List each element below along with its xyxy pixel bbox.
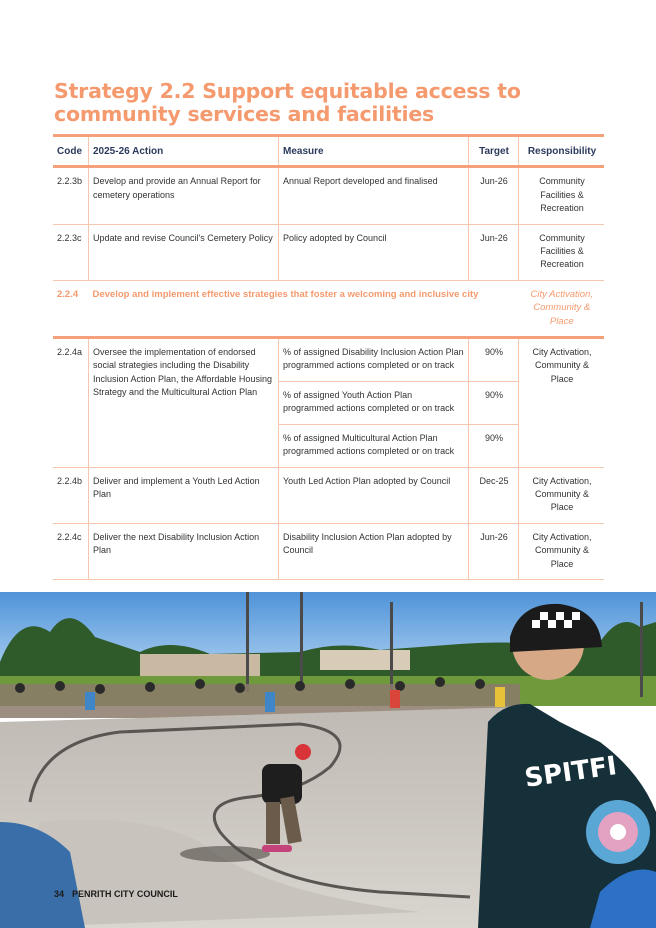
measure-cell: % of assigned Youth Action Plan programmed actions completed or on track: [279, 381, 469, 424]
subsection-row: [53, 280, 604, 337]
action-cell: Deliver the next Disability Inclusion Action Plan: [89, 523, 279, 579]
measure-cell: % of assigned Multicultural Action Plan programmed actions completed or on track: [279, 424, 469, 467]
table-row: [53, 467, 604, 523]
buildings: [140, 654, 260, 676]
table-row: [53, 167, 604, 224]
responsibility-cell: Community Facilities & Recreation: [519, 167, 605, 224]
action-cell: Update and revise Council's Cemetery Policy: [89, 224, 279, 280]
responsibility-cell: City Activation, Community & Place: [519, 338, 605, 467]
code-cell: 2.2.3b: [53, 167, 89, 224]
measure-cell: Youth Led Action Plan adopted by Council: [279, 467, 469, 523]
shirt-text: SPITFI: [522, 751, 619, 794]
responsibility-cell: City Activation, Community & Place: [519, 467, 605, 523]
measure-cell: Annual Report developed and finalised: [279, 167, 469, 224]
responsibility-cell: Community Facilities & Recreation: [519, 224, 605, 280]
page-footer: [54, 889, 186, 899]
subsection-responsibility: City Activation, Community & Place: [519, 280, 605, 337]
table-header-row: [53, 136, 604, 167]
footer-organisation: PENRITH CITY COUNCIL: [72, 889, 178, 899]
target-cell: 90%: [469, 338, 519, 382]
shadow: [180, 846, 270, 862]
measure-cell: Disability Inclusion Action Plan adopted by Council: [279, 523, 469, 579]
table-row: [53, 523, 604, 579]
measure-cell: % of assigned Disability Inclusion Action Plan programmed actions completed or on track: [279, 338, 469, 382]
table-row: [53, 338, 604, 382]
action-cell: Deliver and implement a Youth Led Action Plan: [89, 467, 279, 523]
responsibility-cell: City Activation, Community & Place: [519, 523, 605, 579]
header-target: Target: [469, 136, 519, 167]
target-cell: Jun-26: [469, 224, 519, 280]
page-number: 34: [54, 889, 65, 899]
target-cell: 90%: [469, 424, 519, 467]
action-cell: Oversee the implementation of endorsed social strategies including the Disability Inclusion Action Plan, the Affordable Housing Strategy and the Multicultural Action Plan: [89, 338, 279, 467]
subsection-title: Develop and implement effective strategies that foster a welcoming and inclusive city: [89, 280, 519, 337]
action-cell: Develop and provide an Annual Report for cemetery operations: [89, 167, 279, 224]
skatepark-illustration: [0, 592, 656, 928]
code-cell: 2.2.3c: [53, 224, 89, 280]
header-measure: Measure: [279, 136, 469, 167]
code-cell: 2.2.4a: [53, 338, 89, 467]
target-cell: Dec-25: [469, 467, 519, 523]
page-title: Strategy 2.2 Support equitable access to community services and facilities: [54, 79, 521, 126]
header-responsibility: Responsibility: [519, 136, 605, 167]
subsection-code: 2.2.4: [53, 280, 89, 337]
target-cell: Jun-26: [469, 523, 519, 579]
table-row: [53, 224, 604, 280]
buildings: [320, 650, 410, 670]
header-code: Code: [53, 136, 89, 167]
header-action: 2025-26 Action: [89, 136, 279, 167]
target-cell: 90%: [469, 381, 519, 424]
measure-cell: Policy adopted by Council: [279, 224, 469, 280]
target-cell: Jun-26: [469, 167, 519, 224]
code-cell: 2.2.4b: [53, 467, 89, 523]
action-table: [53, 134, 604, 580]
code-cell: 2.2.4c: [53, 523, 89, 579]
skatepark-photo: [0, 592, 656, 928]
